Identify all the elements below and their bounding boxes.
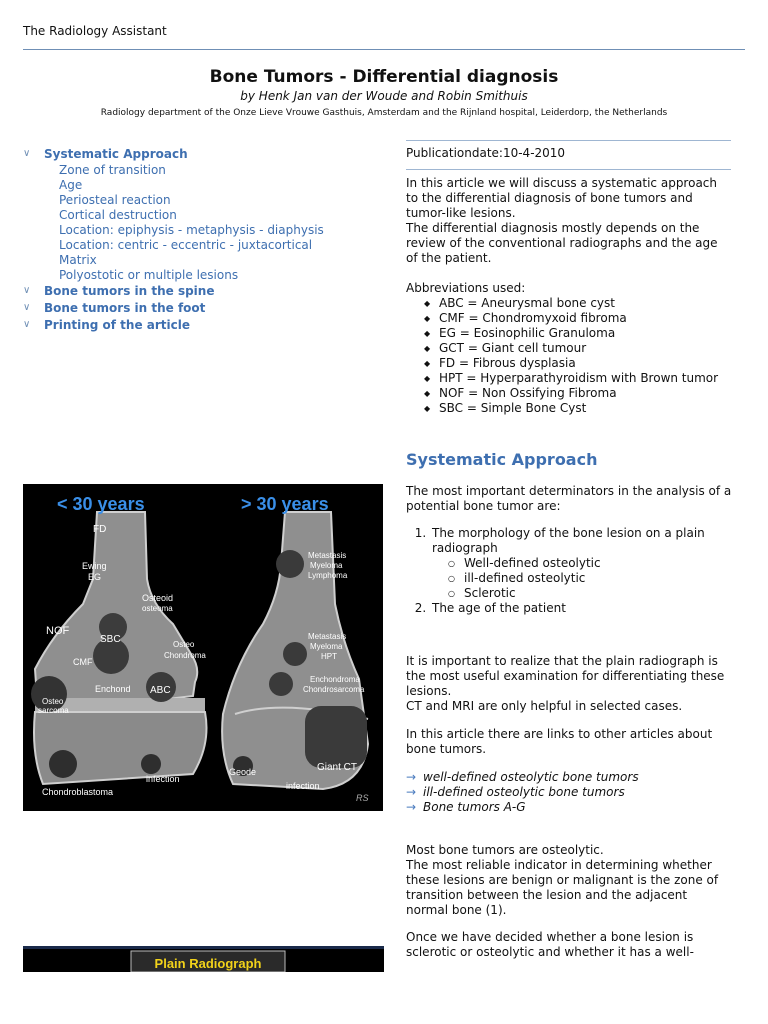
site-header[interactable]: The Radiology Assistant (23, 24, 167, 38)
lesion-mark (276, 550, 304, 578)
toc-subitem[interactable]: Location: centric - eccentric - juxtacortical (59, 238, 313, 252)
toc-item-systematic[interactable] (23, 146, 383, 162)
diagram-label: Myeloma (310, 642, 343, 651)
related-link-text[interactable]: ill-defined osteolytic bone tumors (423, 785, 625, 799)
toc-subitem[interactable]: Cortical destruction (59, 208, 177, 222)
diagram-label: RS (356, 793, 369, 803)
toc-subitem[interactable]: Zone of transition (59, 163, 166, 177)
diagram-label: Metastasis (308, 632, 347, 641)
toc-subitem[interactable]: Polyostotic or multiple lesions (59, 268, 239, 282)
toc-link-foot[interactable]: Bone tumors in the foot (44, 301, 206, 315)
diagram-label: Chondroblastoma (42, 787, 114, 797)
diagram-label: NOF (46, 625, 70, 637)
toc-item-spine[interactable] (23, 283, 383, 299)
plain-radiograph-figure[interactable] (23, 946, 384, 972)
paragraph: It is important to realize that the plain radiograph is the most useful examination for differentiating these lesions. (406, 654, 725, 698)
paragraph: CT and MRI are only helpful in selected cases. (406, 699, 683, 713)
heading-under-30: < 30 years (57, 494, 145, 514)
diagram-label: Osteo (42, 697, 64, 706)
paragraph: The most important determinators in the analysis of a potential bone tumor are: (406, 484, 732, 513)
article-affiliation: Radiology department of the Onze Lieve Vrouwe Gasthuis, Amsterdam and the Rijnland hospital, Leiderdorp, the Netherlands (100, 108, 668, 118)
lesion-mark (49, 750, 77, 778)
chevron-down-icon: ∨ (23, 148, 31, 159)
figure-top-frame (23, 946, 384, 949)
toc-subitem[interactable]: Matrix (59, 253, 97, 267)
bone-tumor-age-diagram[interactable] (23, 484, 383, 811)
article-header (0, 66, 768, 120)
diagram-label: Ewing (82, 561, 107, 571)
list-item: ◆ NOF = Non Ossifying Fibroma (424, 386, 732, 401)
list-item: ◆ ABC = Aneurysmal bone cyst (424, 296, 732, 311)
lesion-mark (305, 706, 367, 768)
figure-svg (23, 946, 384, 972)
diagram-label: EG (88, 572, 102, 582)
arrow-right-icon: → (406, 800, 417, 814)
diagram-label: SBC (100, 634, 121, 645)
table-of-contents (23, 146, 383, 334)
article-body (406, 140, 732, 960)
diagram-label: Enchond (95, 684, 131, 694)
toc-subitem[interactable]: Periosteal reaction (59, 193, 171, 207)
toc-subitem[interactable]: Location: epiphysis - metaphysis - diaphysis (59, 223, 324, 237)
related-link[interactable] (406, 770, 732, 785)
related-links (406, 770, 732, 815)
diagram-label: Giant CT (317, 762, 358, 773)
list-item-text: The morphology of the bone lesion on a plain radiograph (432, 526, 705, 555)
diagram-label: infection (146, 774, 180, 784)
toc-link-systematic[interactable]: Systematic Approach (44, 147, 188, 161)
list-item: 2. The age of the patient (430, 601, 732, 616)
diagram-label: Lymphoma (308, 571, 348, 580)
list-item: ◆ EG = Eosinophilic Granuloma (424, 326, 732, 341)
figure-label: Plain Radiograph (154, 956, 262, 971)
lesion-mark (141, 754, 161, 774)
list-item: ◆ CMF = Chondromyxoid fibroma (424, 311, 732, 326)
diagram-label: Osteo (173, 640, 195, 649)
publication-date: Publicationdate:10-4-2010 (406, 146, 566, 160)
diagram-label: Chondroma (164, 651, 206, 660)
toc-item-foot[interactable] (23, 300, 383, 316)
related-link-text[interactable]: Bone tumors A-G (423, 800, 526, 814)
diagram-label: infection (286, 781, 320, 791)
diagram-label: CMF (73, 657, 93, 667)
diagram-svg (23, 484, 383, 811)
heading-over-30: > 30 years (241, 494, 329, 514)
list-item: ◆ SBC = Simple Bone Cyst (424, 401, 732, 416)
list-item: ◆ FD = Fibrous dysplasia (424, 356, 732, 371)
abbreviations-heading: Abbreviations used: (406, 281, 526, 295)
toc-subitem[interactable]: Age (59, 178, 83, 192)
chevron-down-icon: ∨ (23, 319, 31, 330)
intro-paragraph: The differential diagnosis mostly depends on the review of the conventional radiographs and the age of the patient. (406, 221, 718, 265)
list-item: ◆ GCT = Giant cell tumour (424, 341, 732, 356)
diagram-label: ABC (150, 685, 171, 696)
paragraph: The most reliable indicator in determining whether these lesions are benign or malignant is the zone of transition between the lesion and the adjacent normal bone (1). (406, 858, 719, 917)
diagram-label: Enchondroma (310, 675, 360, 684)
related-link[interactable] (406, 800, 732, 815)
diagram-label: osteoma (142, 604, 173, 613)
related-link[interactable] (406, 785, 732, 800)
paragraph: Most bone tumors are osteolytic. (406, 843, 604, 857)
list-item (430, 526, 732, 601)
article-authors: by Henk Jan van der Woude and Robin Smithuis (240, 89, 528, 103)
paragraph: Once we have decided whether a bone lesion is sclerotic or osteolytic and whether it has a well- (406, 930, 694, 959)
diagram-label: HPT (321, 652, 337, 661)
diagram-label: FD (93, 524, 107, 535)
determinators-list (406, 526, 732, 616)
chevron-down-icon: ∨ (23, 285, 31, 296)
list-item: ◆ HPT = Hyperparathyroidism with Brown tumor (424, 371, 732, 386)
diagram-label: Metastasis (308, 551, 347, 560)
abbreviations-list (406, 296, 732, 416)
diagram-label: Myeloma (310, 561, 343, 570)
arrow-right-icon: → (406, 770, 417, 784)
article-title: Bone Tumors - Differential diagnosis (209, 67, 559, 87)
diagram-label: Osteoid (142, 593, 174, 603)
sublist (432, 556, 732, 601)
intro-paragraph: In this article we will discuss a systematic approach to the differential diagnosis of bone tumors and tumor-like lesions. (406, 176, 718, 220)
paragraph: In this article there are links to other articles about bone tumors. (406, 727, 713, 756)
diagram-label: sarcoma (38, 706, 69, 715)
diagram-label: Geode (229, 767, 257, 777)
toc-link-printing[interactable]: Printing of the article (44, 318, 190, 332)
diagram-label: Chondrosarcoma (303, 685, 365, 694)
chevron-down-icon: ∨ (23, 302, 31, 313)
section-heading: Systematic Approach (406, 450, 598, 469)
lesion-mark (269, 672, 293, 696)
arrow-right-icon: → (406, 785, 417, 799)
header-divider (23, 49, 745, 50)
list-item: ○ Sclerotic (464, 586, 732, 601)
toc-link-spine[interactable]: Bone tumors in the spine (44, 284, 215, 298)
lesion-mark (283, 642, 307, 666)
toc-item-printing[interactable] (23, 317, 383, 333)
list-item: ○ Well-defined osteolytic (464, 556, 732, 571)
list-item: ○ ill-defined osteolytic (464, 571, 732, 586)
related-link-text[interactable]: well-defined osteolytic bone tumors (423, 770, 639, 784)
